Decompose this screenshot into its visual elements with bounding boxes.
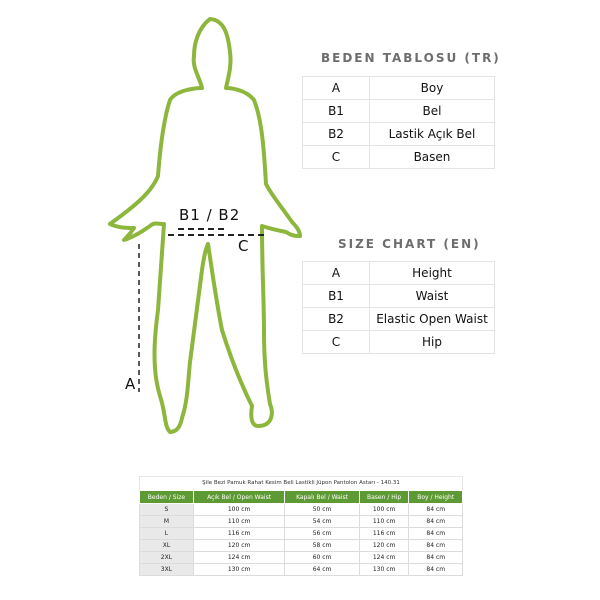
size-table-title: Şile Bezi Pamuk Rahat Kesim Beli Lastikli Jüpon Pantolon Astarı - 140.31 bbox=[139, 476, 463, 490]
legend-value: Hip bbox=[370, 331, 495, 354]
legend-value: Boy bbox=[370, 77, 495, 100]
legend-row bbox=[303, 100, 495, 123]
size-cell: M bbox=[140, 516, 194, 528]
table-cell: 124 cm bbox=[193, 552, 284, 564]
table-cell: 58 cm bbox=[285, 540, 360, 552]
size-cell: 2XL bbox=[140, 552, 194, 564]
legend-value: Bel bbox=[370, 100, 495, 123]
legend-row bbox=[303, 77, 495, 100]
legend-row bbox=[303, 285, 495, 308]
legend-row bbox=[303, 331, 495, 354]
size-cell: XL bbox=[140, 540, 194, 552]
table-cell: 110 cm bbox=[359, 516, 409, 528]
table-cell: 120 cm bbox=[193, 540, 284, 552]
legend-key: B1 bbox=[303, 100, 370, 123]
legend-value: Height bbox=[370, 262, 495, 285]
table-cell: 116 cm bbox=[359, 528, 409, 540]
legend-row bbox=[303, 123, 495, 146]
legend-value: Lastik Açık Bel bbox=[370, 123, 495, 146]
table-cell: 110 cm bbox=[193, 516, 284, 528]
size-table-container bbox=[139, 476, 463, 576]
legend-key: C bbox=[303, 331, 370, 354]
column-header: Basen / Hip bbox=[359, 491, 409, 504]
legend-table-en bbox=[302, 261, 495, 354]
size-cell: L bbox=[140, 528, 194, 540]
table-cell: 60 cm bbox=[285, 552, 360, 564]
size-table-header-row bbox=[140, 491, 463, 504]
legend-key: B1 bbox=[303, 285, 370, 308]
table-cell: 64 cm bbox=[285, 564, 360, 576]
label-b1-b2: B1 / B2 bbox=[179, 206, 241, 224]
heading-en: SIZE CHART (EN) bbox=[338, 237, 481, 251]
size-table bbox=[139, 490, 463, 576]
heading-tr: BEDEN TABLOSU (TR) bbox=[321, 51, 501, 65]
table-cell: 84 cm bbox=[409, 540, 463, 552]
table-row bbox=[140, 540, 463, 552]
table-cell: 84 cm bbox=[409, 516, 463, 528]
legend-key: B2 bbox=[303, 123, 370, 146]
legend-value: Elastic Open Waist bbox=[370, 308, 495, 331]
legend-key: A bbox=[303, 262, 370, 285]
legend-row bbox=[303, 146, 495, 169]
table-row bbox=[140, 516, 463, 528]
column-header: Beden / Size bbox=[140, 491, 194, 504]
size-cell: 3XL bbox=[140, 564, 194, 576]
table-cell: 130 cm bbox=[359, 564, 409, 576]
legend-value: Basen bbox=[370, 146, 495, 169]
table-cell: 84 cm bbox=[409, 528, 463, 540]
legend-key: A bbox=[303, 77, 370, 100]
legend-key: C bbox=[303, 146, 370, 169]
table-cell: 84 cm bbox=[409, 552, 463, 564]
table-row bbox=[140, 564, 463, 576]
column-header: Açık Bel / Open Waist bbox=[193, 491, 284, 504]
column-header: Kapalı Bel / Waist bbox=[285, 491, 360, 504]
table-cell: 84 cm bbox=[409, 504, 463, 516]
column-header: Boy / Height bbox=[409, 491, 463, 504]
table-cell: 124 cm bbox=[359, 552, 409, 564]
table-cell: 100 cm bbox=[193, 504, 284, 516]
table-cell: 56 cm bbox=[285, 528, 360, 540]
table-cell: 54 cm bbox=[285, 516, 360, 528]
legend-value: Waist bbox=[370, 285, 495, 308]
size-cell: S bbox=[140, 504, 194, 516]
table-cell: 130 cm bbox=[193, 564, 284, 576]
table-row bbox=[140, 552, 463, 564]
table-cell: 116 cm bbox=[193, 528, 284, 540]
table-row bbox=[140, 528, 463, 540]
legend-key: B2 bbox=[303, 308, 370, 331]
legend-table-tr bbox=[302, 76, 495, 169]
legend-row bbox=[303, 308, 495, 331]
legend-row bbox=[303, 262, 495, 285]
label-a: A bbox=[125, 375, 136, 393]
table-cell: 50 cm bbox=[285, 504, 360, 516]
table-cell: 120 cm bbox=[359, 540, 409, 552]
table-row bbox=[140, 504, 463, 516]
table-cell: 84 cm bbox=[409, 564, 463, 576]
table-cell: 100 cm bbox=[359, 504, 409, 516]
label-c: C bbox=[238, 237, 249, 255]
